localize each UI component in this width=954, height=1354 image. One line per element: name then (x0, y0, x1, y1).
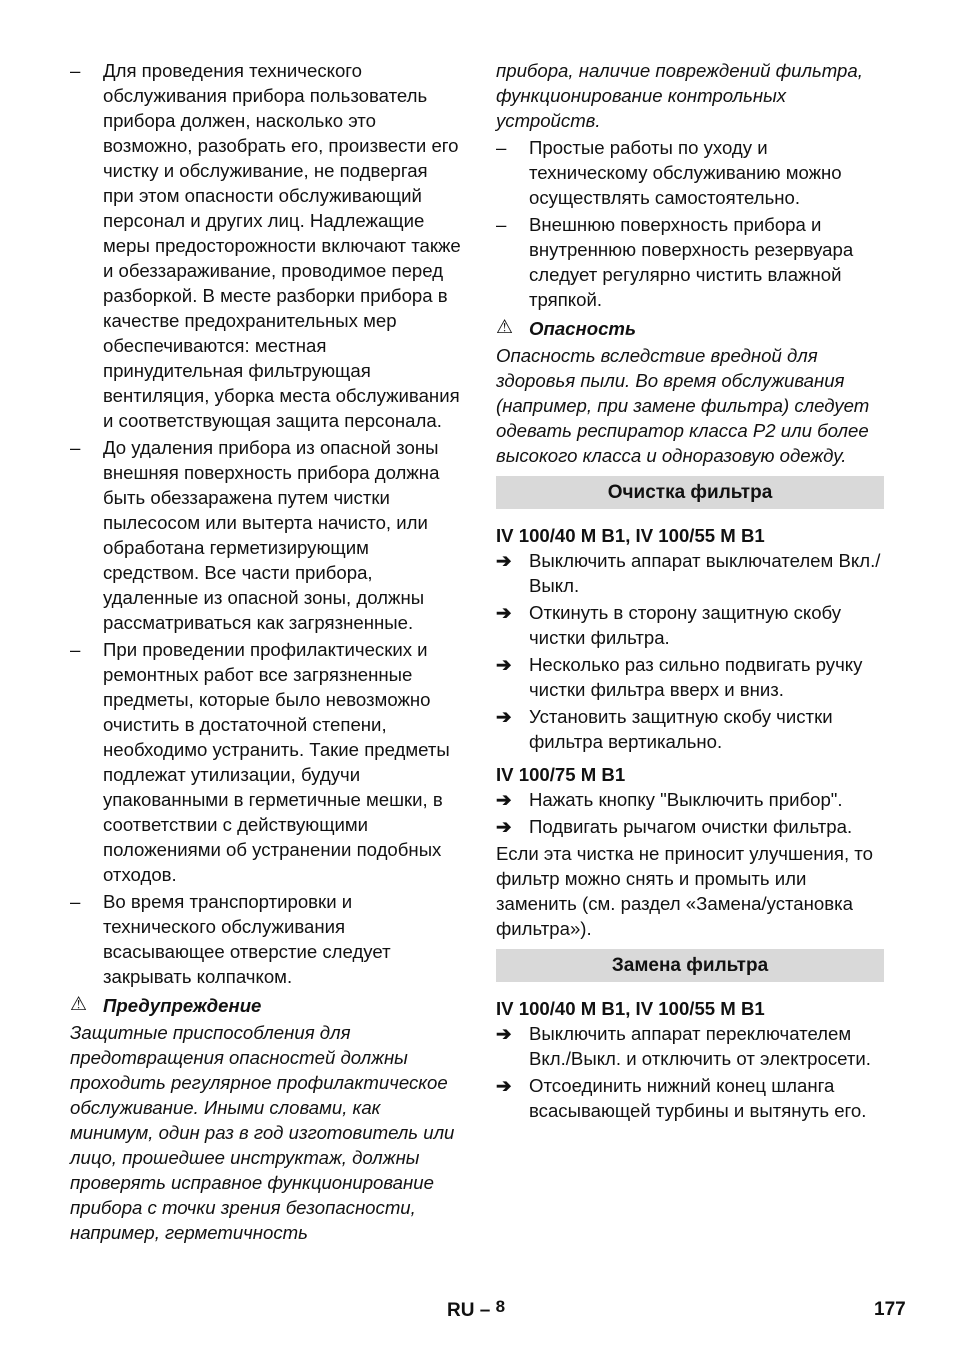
step-text: Откинуть в сторону защитную скобу чистки фильтра. (529, 602, 842, 648)
danger-heading (496, 316, 884, 341)
arrow-right-icon: ➔ (496, 602, 512, 623)
danger-title: Опасность (529, 318, 637, 339)
dash-bullet: – (70, 60, 81, 81)
step-text: Нажать кнопку "Выключить прибор". (529, 789, 843, 810)
section-heading-filter-cleaning: Очистка фильтра (496, 476, 884, 509)
arrow-right-icon: ➔ (496, 1023, 512, 1044)
footer-section-page: 8 (495, 1297, 506, 1316)
continued-warning-text: прибора, наличие повреждений фильтра, функционирование контрольных устройств. (496, 60, 863, 131)
arrow-right-icon: ➔ (496, 1075, 512, 1096)
list-item-text: До удаления прибора из опасной зоны внешняя поверхность прибора должна быть обеззаражена путем чистки пылесосом или вытерта начисто, или обработана герметизирующим средством. Все части прибора, удаленные из опасной зоны, должны рассматриваться как загрязненные. (103, 437, 440, 633)
step-text: Выключить аппарат выключателем Вкл./Выкл. (529, 550, 881, 596)
section-heading-filter-replacement: Замена фильтра (496, 949, 884, 982)
dash-bullet: – (496, 137, 507, 158)
arrow-right-icon: ➔ (496, 654, 512, 675)
arrow-right-icon: ➔ (496, 789, 512, 810)
list-item (496, 135, 884, 210)
step-text: Подвигать рычагом очистки фильтра. (529, 816, 853, 837)
warning-triangle-icon: ⚠ (70, 994, 88, 1015)
step-text: Отсоединить нижний конец шланга всасывающей турбины и вытянуть его. (529, 1075, 867, 1121)
list-item-text: Для проведения технического обслуживания прибора пользователь прибора должен, насколько это возможно, разобрать его, произвести его чистку и обслуживание, не подвергая при этом опасности обслуживающий персонал и других лиц. Надлежащие меры предосторожности включают также и обеззараживание, проводимое перед разборкой. В месте разборки прибора в качестве предохранительных мер обеспечиваются: местная принудительная фильтрующая вентиляция, уборка места обслуживания и соответствующая защита персонала. (103, 60, 461, 431)
arrow-right-icon: ➔ (496, 706, 512, 727)
dash-bullet: – (496, 214, 507, 235)
list-item (70, 58, 462, 433)
filter-note: Если эта чистка не приносит улучшения, то фильтр можно снять и промыть или заменить (см. раздел «Замена/установка фильтра»). (496, 843, 873, 939)
left-column (70, 58, 462, 1247)
right-column (496, 58, 884, 1125)
step-text: Выключить аппарат переключателем Вкл./Выкл. и отключить от электросети. (529, 1023, 871, 1069)
footer-section-label (447, 1297, 505, 1322)
danger-text: Опасность вследствие вредной для здоровья пыли. Во время обслуживания (например, при замене фильтра) следует одевать респиратор класса P2 или более высокого класса и одноразовую одежду. (496, 345, 870, 466)
list-item-text: Простые работы по уходу и техническому обслуживанию можно осуществлять самостоятельно. (529, 137, 842, 208)
list-item-text: Во время транспортировки и технического обслуживания всасывающее отверстие следует закрывать колпачком. (103, 891, 391, 987)
step-item (496, 787, 884, 812)
model-heading: IV 100/75 M B1 (496, 764, 626, 785)
step-item (496, 548, 884, 598)
step-item (496, 1021, 884, 1071)
list-item (70, 889, 462, 989)
dash-bullet: – (70, 891, 81, 912)
list-item (70, 637, 462, 887)
step-item (496, 652, 884, 702)
step-item (496, 814, 884, 839)
list-item (496, 212, 884, 312)
page-number: 177 (874, 1299, 906, 1320)
step-item (496, 704, 884, 754)
list-item (70, 435, 462, 635)
arrow-right-icon: ➔ (496, 816, 512, 837)
footer-lang: RU – (447, 1300, 491, 1321)
warning-triangle-icon: ⚠ (496, 317, 514, 338)
list-item-text: Внешнюю поверхность прибора и внутреннюю поверхность резервуара следует регулярно чистить влажной тряпкой. (529, 214, 854, 310)
warning-text: Защитные приспособления для предотвращения опасностей должны проходить регулярное профилактическое обслуживание. Иными словами, как минимум, один раз в год изготовитель или лицо, прошедшее инструктаж, должны проверять исправное функционирование прибора с точки зрения безопасности, например, герметичность (70, 1022, 455, 1243)
model-heading: IV 100/40 M B1, IV 100/55 M B1 (496, 525, 765, 546)
list-item-text: При проведении профилактических и ремонтных работ все загрязненные предметы, которые было невозможно очистить в достаточной степени, необходимо устранить. Такие предметы подлежат утилизации, будучи упакованными в герметичные мешки, в соответствии с действующими положениями об устранении подобных отходов. (103, 639, 450, 885)
dash-bullet: – (70, 639, 81, 660)
step-item (496, 1073, 884, 1123)
arrow-right-icon: ➔ (496, 550, 512, 571)
step-text: Установить защитную скобу чистки фильтра вертикально. (529, 706, 833, 752)
step-text: Несколько раз сильно подвигать ручку чистки фильтра вверх и вниз. (529, 654, 863, 700)
warning-title: Предупреждение (103, 995, 262, 1016)
dash-bullet: – (70, 437, 81, 458)
warning-heading (70, 993, 462, 1018)
step-item (496, 600, 884, 650)
model-heading: IV 100/40 M B1, IV 100/55 M B1 (496, 998, 765, 1019)
